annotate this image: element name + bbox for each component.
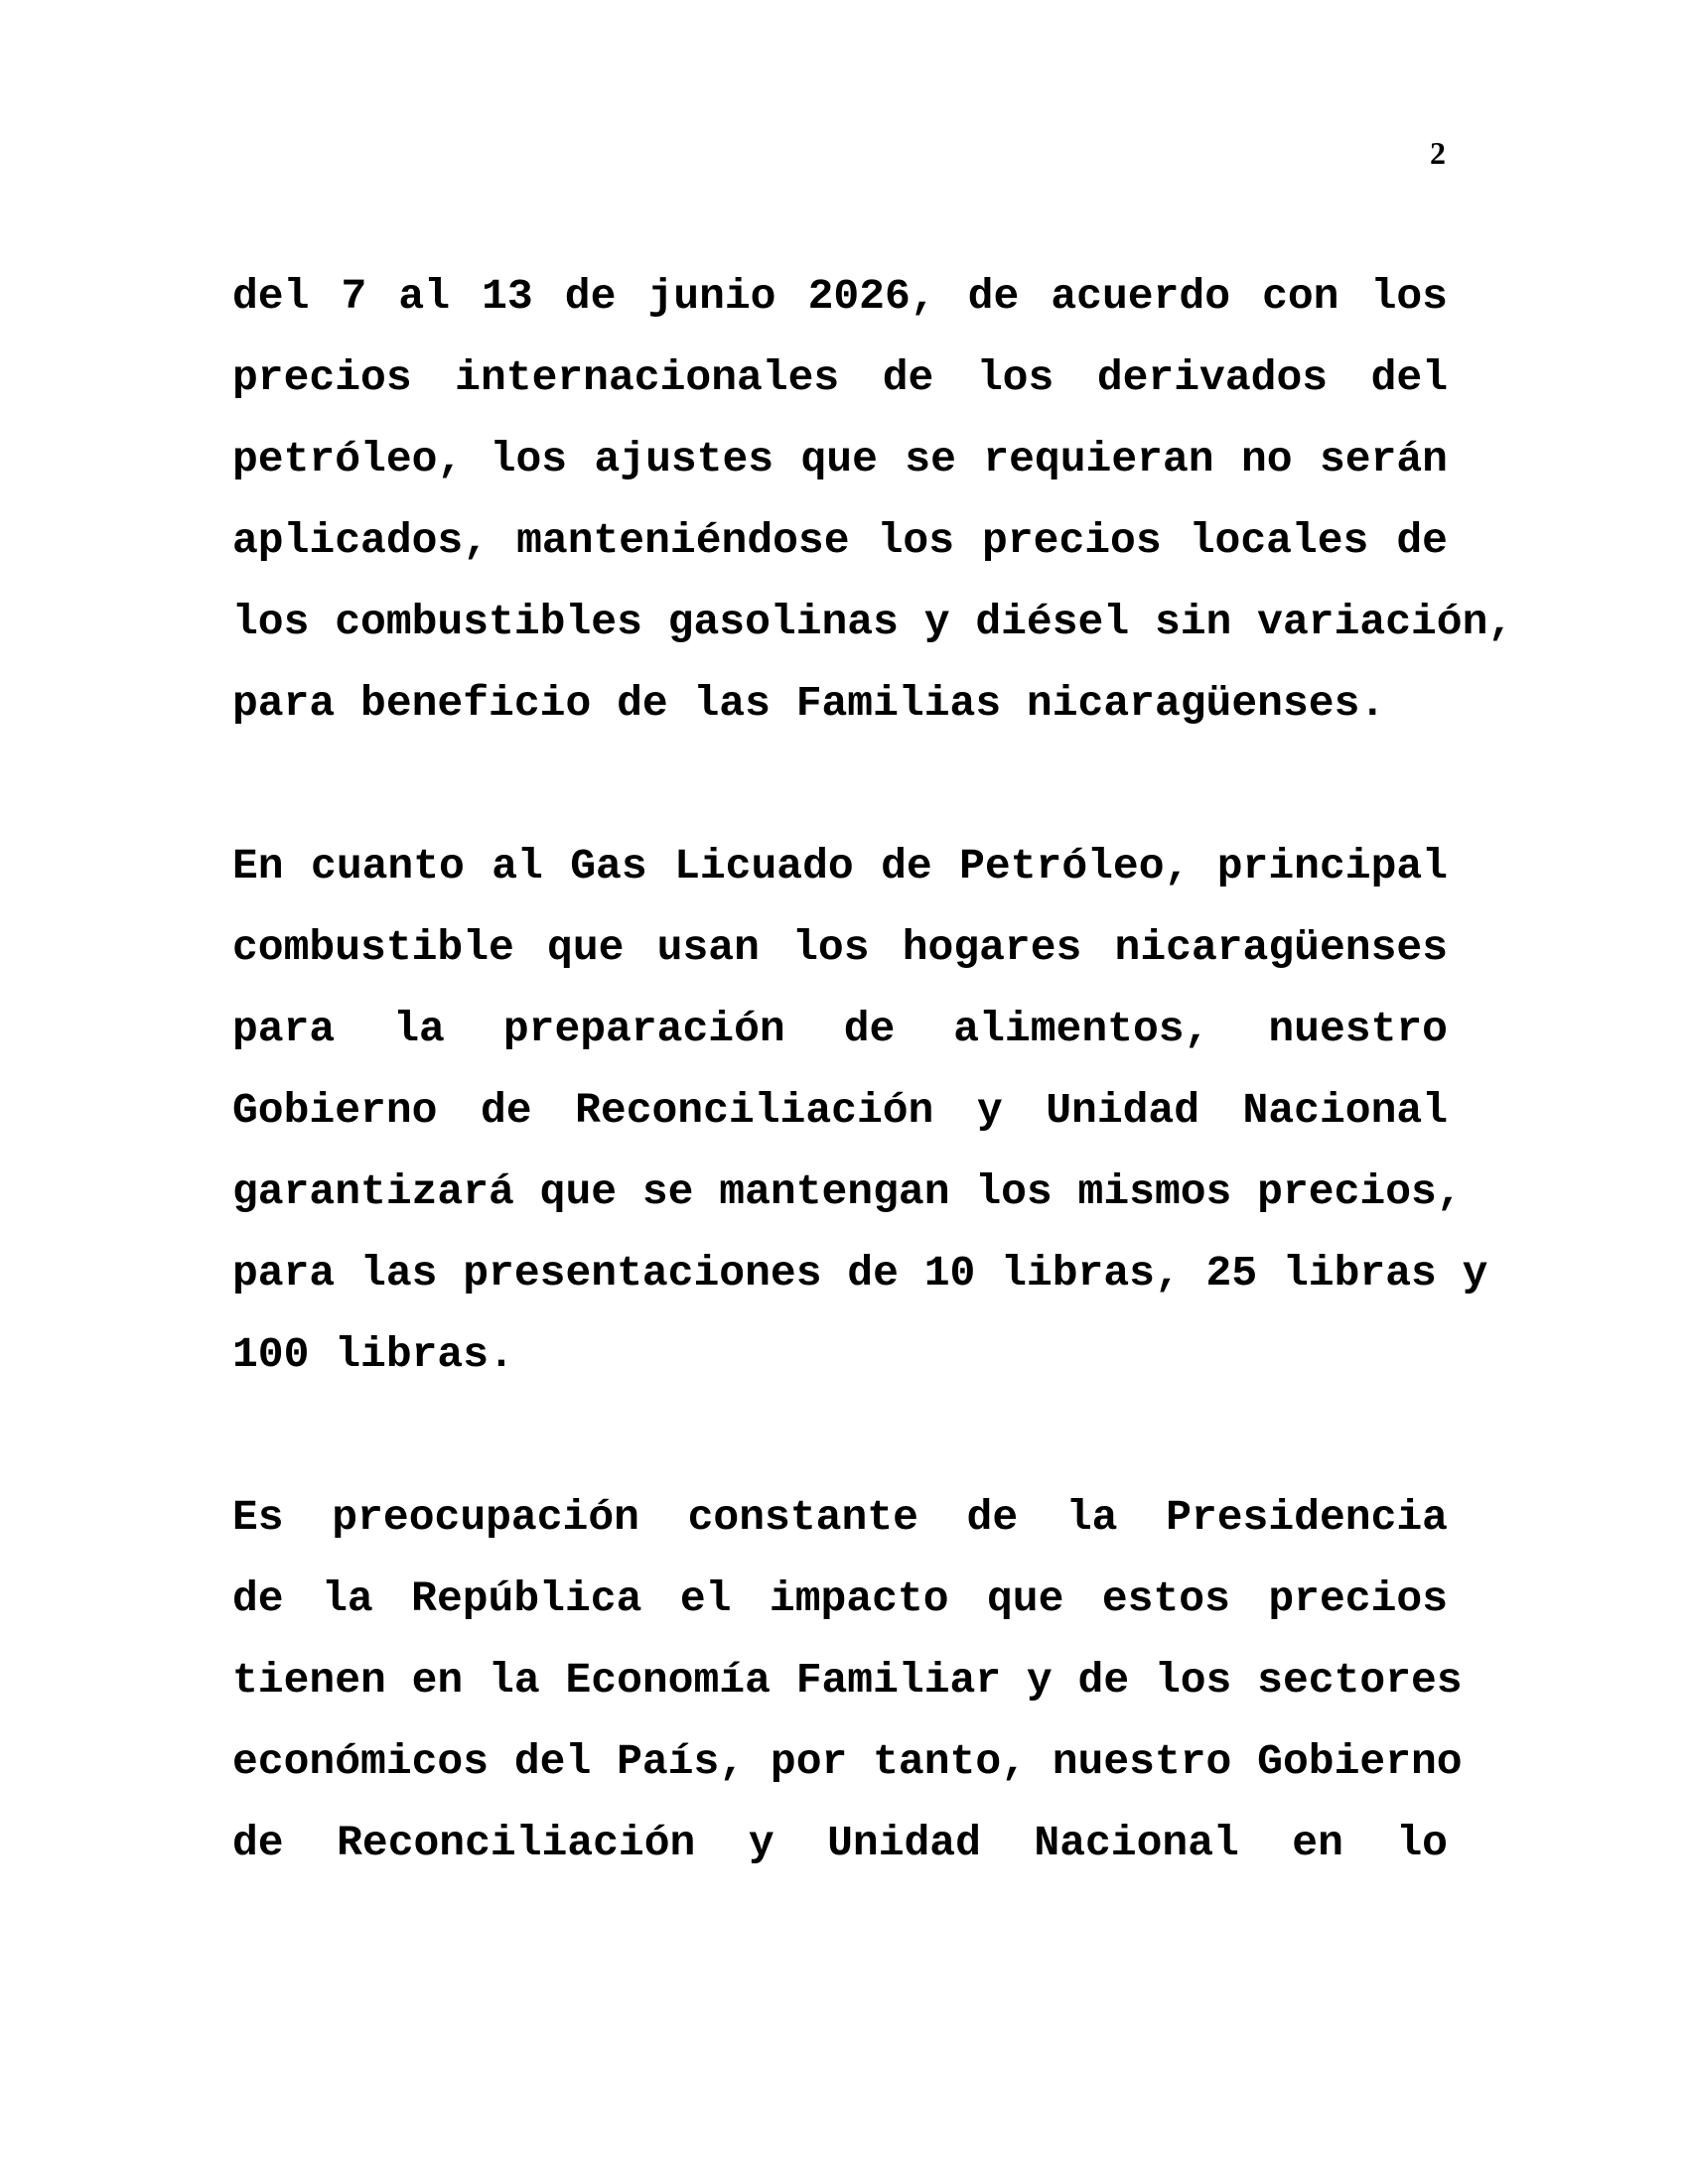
text-line: de la República el impacto que estos precios (232, 1574, 1448, 1623)
text-line: de Reconciliación y Unidad Nacional en lo (232, 1819, 1448, 1867)
text-line: 100 libras. (232, 1330, 514, 1379)
document-body (232, 256, 1514, 1884)
text-line: para beneficio de las Familias nicaragüenses. (232, 679, 1386, 728)
text-line: precios internacionales de los derivados del (232, 353, 1448, 402)
paragraph-spacer (232, 745, 1448, 826)
paragraph-lpg (232, 826, 1488, 1396)
paragraph-spacer (232, 1396, 1448, 1477)
text-line: para las presentaciones de 10 libras, 25 libras y (232, 1249, 1488, 1297)
text-line: aplicados, manteniéndose los precios locales de (232, 516, 1448, 565)
page-number: 2 (1430, 135, 1446, 171)
text-line: Gobierno de Reconciliación y Unidad Nacional (232, 1086, 1448, 1135)
text-line: Es preocupación constante de la Presidencia (232, 1493, 1448, 1542)
text-line: garantizará que se mantengan los mismos precios, (232, 1167, 1463, 1216)
text-line: los combustibles gasolinas y diésel sin variación, (232, 598, 1514, 646)
text-line: para la preparación de alimentos, nuestro (232, 1005, 1448, 1053)
text-line: económicos del País, por tanto, nuestro Gobierno (232, 1737, 1463, 1786)
text-line: petróleo, los ajustes que se requieran no serán (232, 435, 1448, 483)
text-line: En cuanto al Gas Licuado de Petróleo, principal (232, 842, 1448, 890)
paragraph-presidency-concern (232, 1477, 1463, 1884)
paragraph-fuel-prices (232, 256, 1514, 745)
text-line: del 7 al 13 de junio 2026, de acuerdo con los (232, 272, 1448, 321)
text-line: combustible que usan los hogares nicaragüenses (232, 923, 1448, 972)
text-line: tienen en la Economía Familiar y de los sectores (232, 1656, 1463, 1705)
